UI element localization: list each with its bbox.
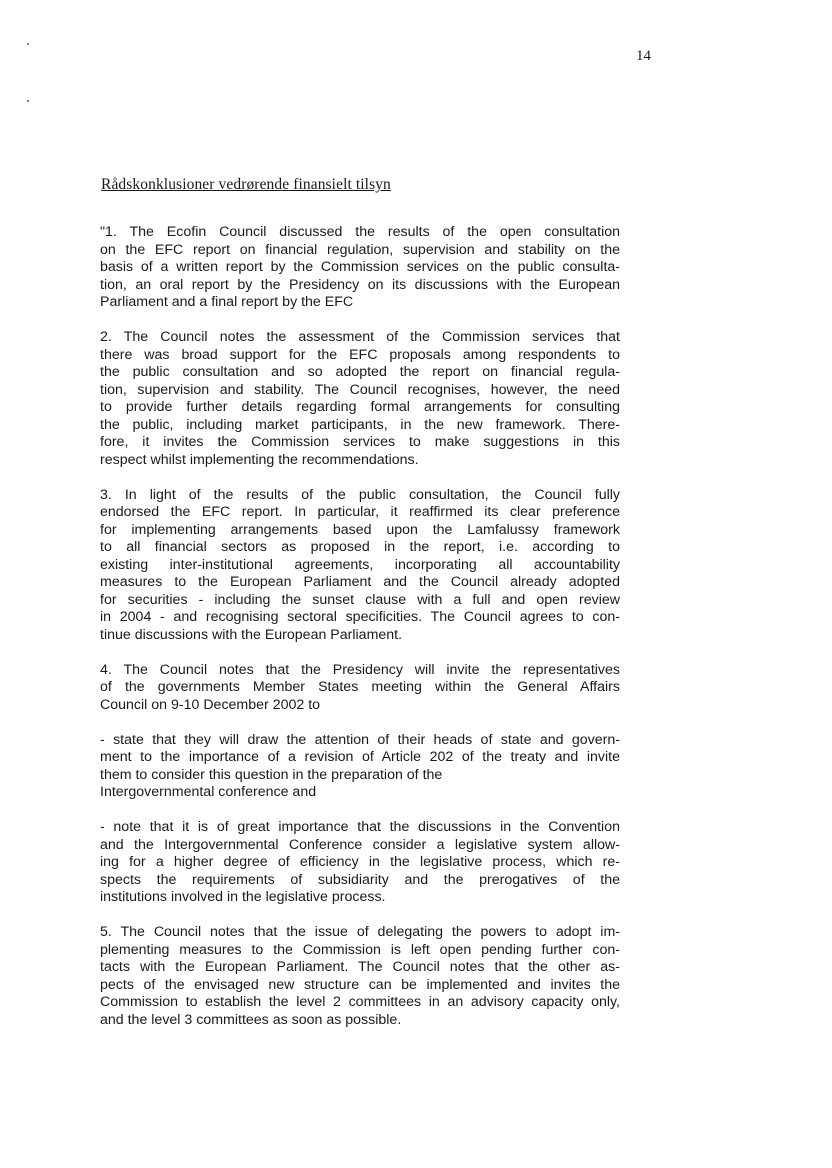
paragraph-4 (100, 662, 620, 715)
text-line: in 2004 - and recognising sectoral specificities. The Council agrees to con- (100, 609, 620, 625)
text-line: institutions involved in the legislative process. (100, 889, 386, 905)
paragraph-1 (100, 224, 620, 312)
text-line: basis of a written report by the Commission services on the public consulta- (100, 259, 620, 275)
text-line: the public, including market participants, in the new framework. There- (100, 416, 620, 433)
text-line: for securities - including the sunset clause with a full and open review (100, 591, 620, 608)
text-line: to all financial sectors as proposed in the report, i.e. according to (100, 539, 620, 555)
text-line: spects the requirements of subsidiarity and the prerogatives of the (100, 871, 620, 888)
text-line: - state that they will draw the attention of their heads of state and govern- (100, 731, 620, 748)
text-line: 2. The Council notes the assessment of the Commission services that (100, 329, 620, 345)
text-line: them to consider this question in the preparation of the (100, 766, 443, 783)
section-heading: Rådskonklusioner vedrørende finansielt tilsyn (101, 176, 391, 193)
text-line: plementing measures to the Commission is left open pending further con- (100, 941, 620, 958)
text-line: ment to the importance of a revision of Article 202 of the treaty and invite (100, 749, 620, 765)
text-line: Intergovernmental conference and (100, 784, 317, 800)
text-line: tinue discussions with the European Parliament. (100, 626, 403, 643)
page-number: 14 (636, 48, 651, 64)
text-line: on the EFC report on financial regulation, supervision and stability on the (100, 241, 620, 258)
text-line: "1. The Ecofin Council discussed the results of the open consultation (100, 224, 620, 240)
text-line: - note that it is of great importance that the discussions in the Convention (100, 819, 620, 835)
bullet-paragraph-2 (100, 819, 620, 907)
text-line: respect whilst implementing the recommendations. (100, 451, 419, 468)
text-line: tacts with the European Parliament. The Council notes that the other as- (100, 959, 620, 975)
text-line: Parliament and a final report by the EFC (100, 294, 354, 310)
text-line: existing inter-institutional agreements, incorporating all accountability (100, 556, 620, 573)
bullet-paragraph-1 (100, 732, 620, 802)
paragraph-5 (100, 924, 620, 1029)
text-line: endorsed the EFC report. In particular, it reaffirmed its clear preference (100, 504, 620, 520)
text-line: and the Intergovernmental Conference consider a legislative system allow- (100, 836, 620, 853)
text-line: to provide further details regarding formal arrangements for consulting (100, 399, 620, 415)
document-body (100, 224, 620, 1047)
text-line: tion, an oral report by the Presidency on its discussions with the European (100, 276, 620, 293)
text-line: 5. The Council notes that the issue of delegating the powers to adopt im- (100, 924, 620, 940)
paragraph-3 (100, 487, 620, 645)
text-line: measures to the European Parliament and the Council already adopted (100, 574, 620, 590)
text-line: Commission to establish the level 2 committees in an advisory capacity only, (100, 994, 620, 1010)
text-line: there was broad support for the EFC proposals among respondents to (100, 346, 620, 363)
text-line: Council on 9-10 December 2002 to (100, 696, 321, 713)
scan-speck (27, 100, 29, 102)
paragraph-2 (100, 329, 620, 469)
text-line: tion, supervision and stability. The Council recognises, however, the need (100, 381, 620, 398)
text-line: pects of the envisaged new structure can be implemented and invites the (100, 976, 620, 993)
text-line: 4. The Council notes that the Presidency will invite the representatives (100, 661, 620, 678)
text-line: ing for a higher degree of efficiency in the legislative process, which re- (100, 854, 620, 870)
text-line: for implementing arrangements based upon the Lamfalussy framework (100, 521, 620, 538)
text-line: of the governments Member States meeting within the General Affairs (100, 679, 620, 695)
text-line: the public consultation and so adopted the report on financial regula- (100, 364, 620, 380)
text-line: 3. In light of the results of the public consultation, the Council fully (100, 486, 620, 503)
scan-speck (27, 43, 29, 45)
text-line: and the level 3 committees as soon as possible. (100, 1011, 402, 1028)
text-line: fore, it invites the Commission services to make suggestions in this (100, 434, 620, 450)
